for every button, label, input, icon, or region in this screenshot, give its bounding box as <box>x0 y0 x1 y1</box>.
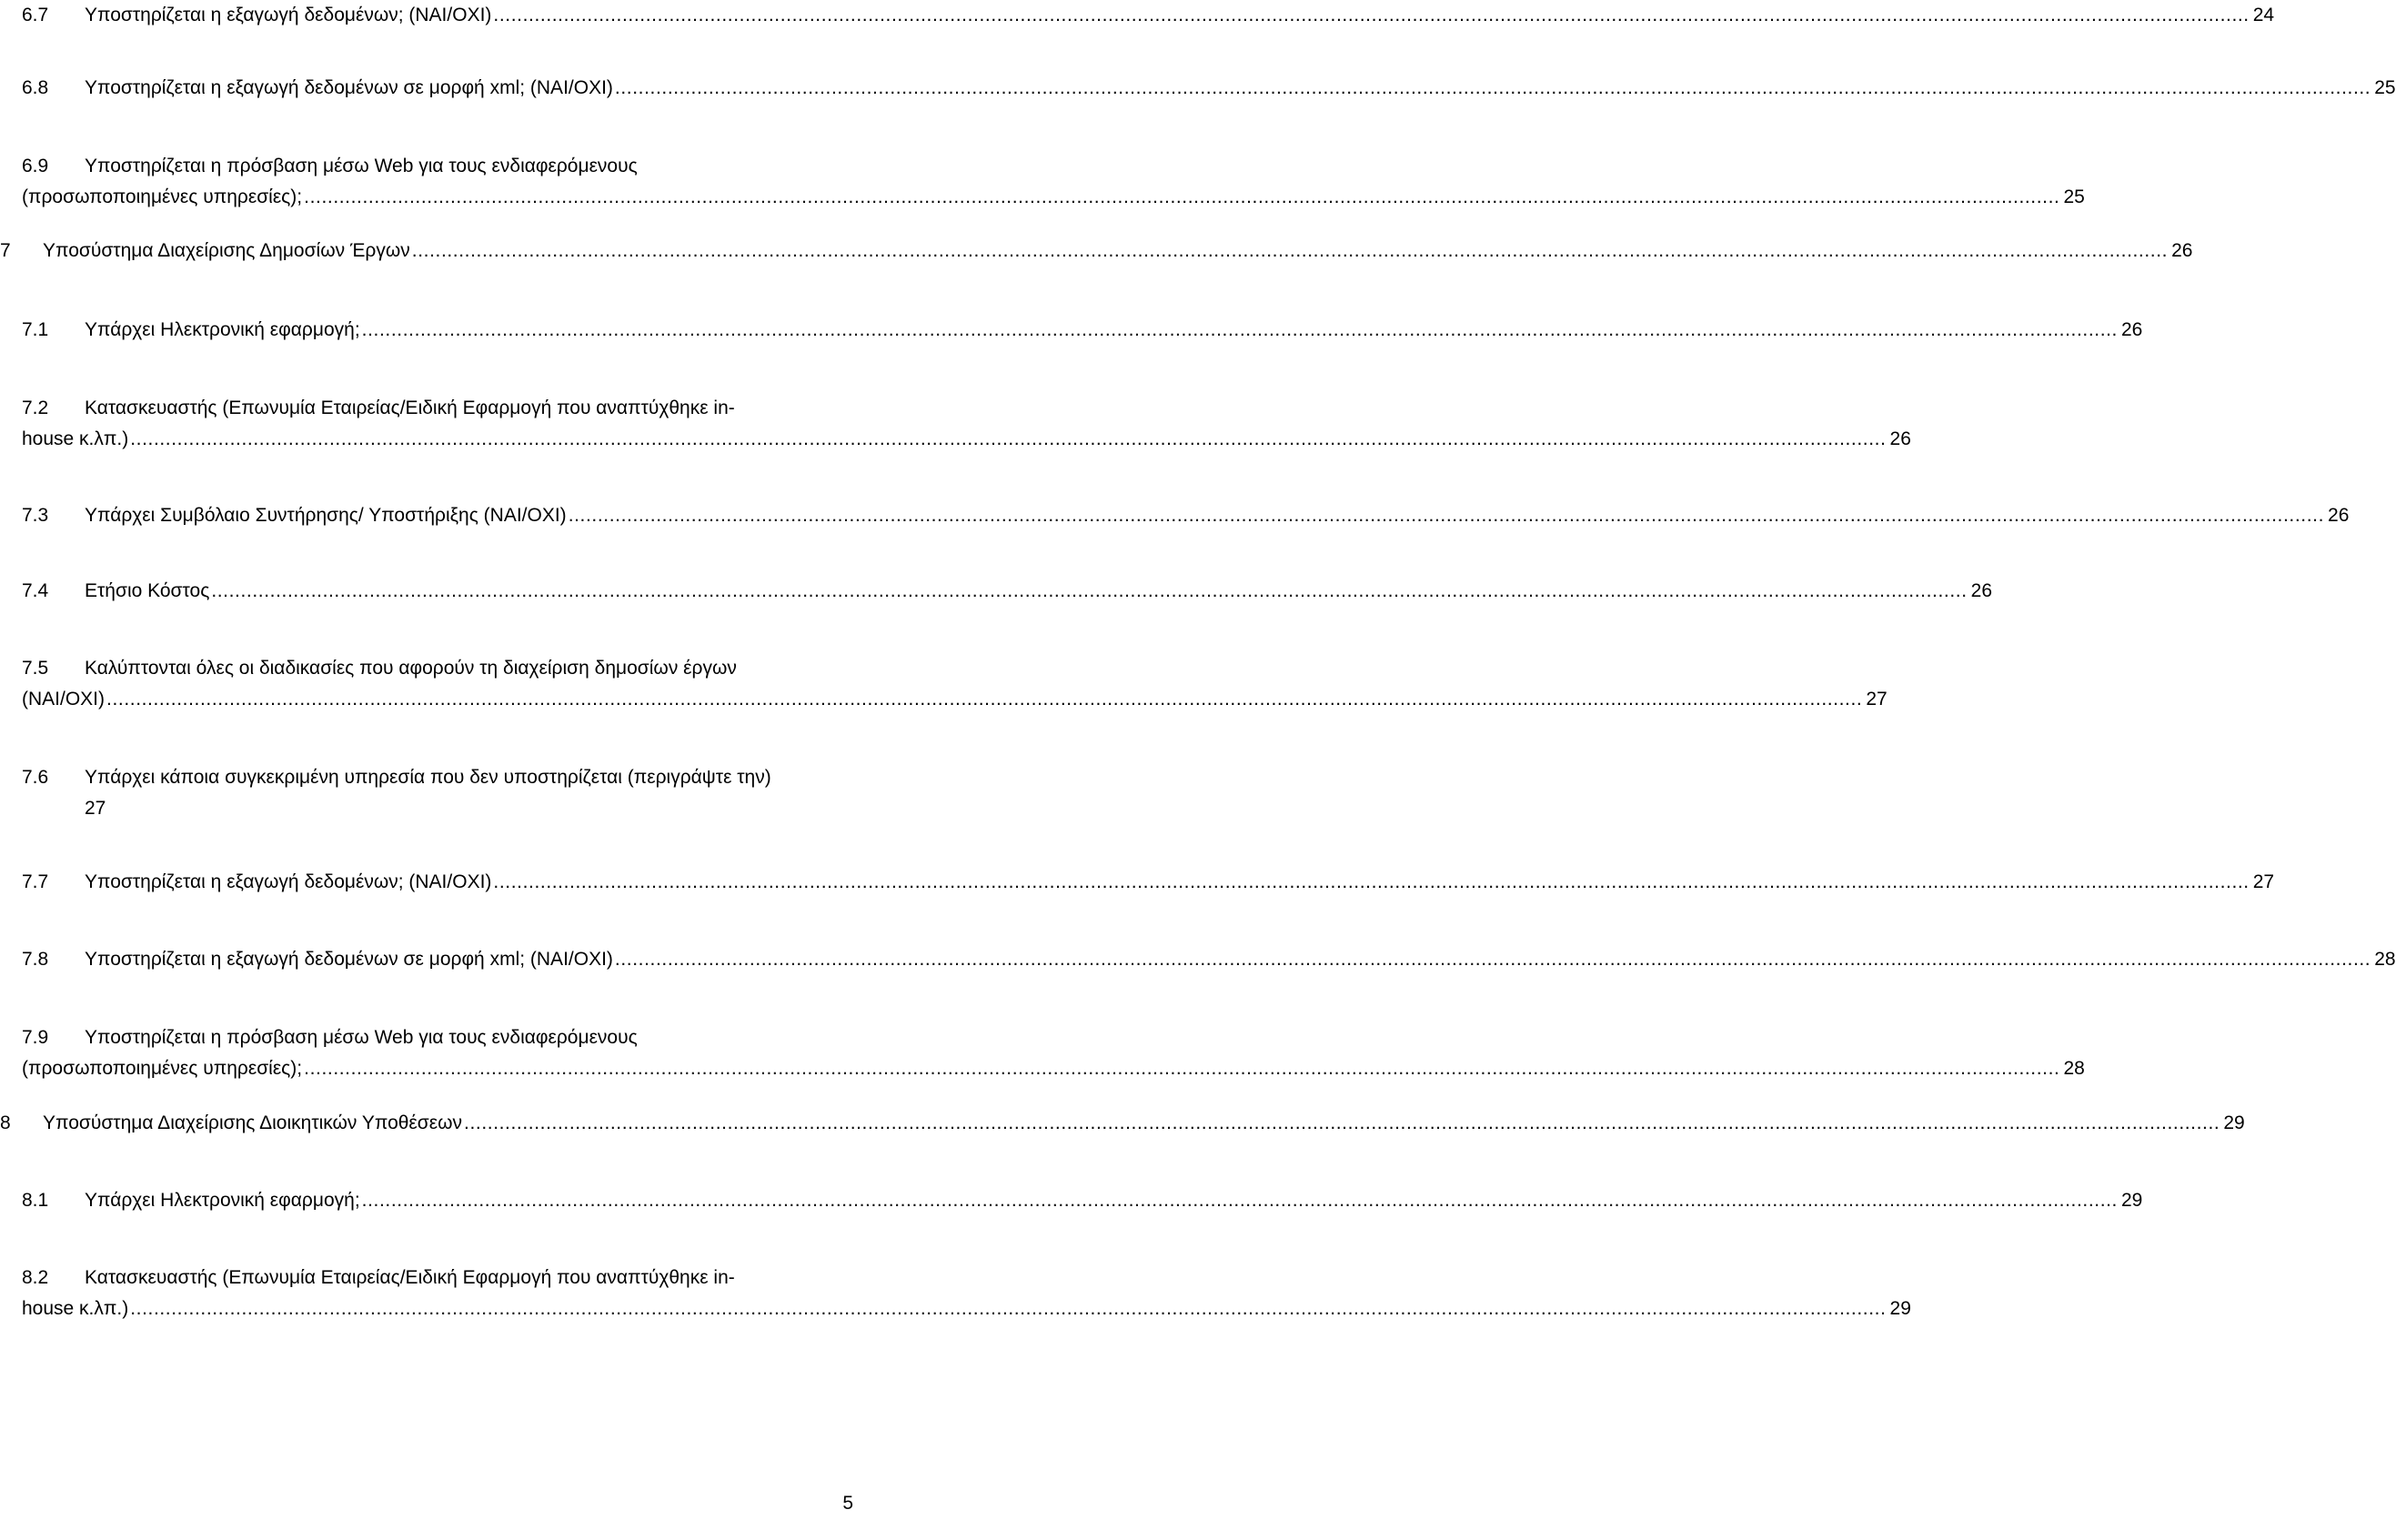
dot-leader: ............................................................................................................................................................................................................................................................................................................ <box>614 77 2371 98</box>
toc-entry-number: 7.8 <box>22 949 49 970</box>
toc-entry-title: house κ.λπ.) <box>22 428 129 449</box>
dot-leader: ............................................................................................................................................................................................................................................................................................................ <box>130 428 1887 449</box>
toc-entry-number: 7.2 <box>22 398 49 418</box>
toc-entry-title: house κ.λπ.) <box>22 1298 129 1319</box>
dot-leader: ............................................................................................................................................................................................................................................................................................................ <box>493 5 2250 25</box>
toc-entry-title: Υποσύστημα Διαχείρισης Δημοσίων Έργων <box>43 240 410 261</box>
toc-entry-title: (προσωποποιημένες υπηρεσίες); <box>22 1058 303 1079</box>
toc-entry-number: 7.1 <box>22 319 49 340</box>
toc-entry-page: 26 <box>2121 319 2143 340</box>
toc-entry-title: Καλύπτονται όλες οι διαδικασίες που αφορούν τη διαχείριση δημοσίων έργων <box>85 658 737 679</box>
dot-leader: ............................................................................................................................................................................................................................................................................................................ <box>614 949 2371 970</box>
dot-leader: ............................................................................................................................................................................................................................................................................................................ <box>211 580 1968 601</box>
toc-entry-number: 7.4 <box>22 580 49 601</box>
toc-entry-page: 29 <box>1889 1298 1911 1319</box>
toc-entry-title: Υποστηρίζεται η πρόσβαση μέσω Web για τους ενδιαφερόμενους <box>85 1027 638 1048</box>
toc-entry-title: Κατασκευαστής (Επωνυμία Εταιρείας/Ειδική Εφαρμογή που αναπτύχθηκε in- <box>85 398 735 418</box>
toc-entry-page: 29 <box>2223 1112 2245 1133</box>
toc-entry-page: 26 <box>1970 580 1993 601</box>
toc-entry-title: Υπάρχει Ηλεκτρονική εφαρμογή; <box>85 1190 360 1211</box>
toc-entry-title: Υποστηρίζεται η πρόσβαση μέσω Web για τους ενδιαφερόμενους <box>85 156 638 176</box>
toc-entry-number: 7.3 <box>22 505 49 526</box>
dot-leader: ............................................................................................................................................................................................................................................................................................................ <box>304 186 2060 207</box>
toc-entry-number: 7.5 <box>22 658 49 679</box>
toc-entry-page: 26 <box>2171 240 2193 261</box>
dot-leader: ............................................................................................................................................................................................................................................................................................................ <box>361 1190 2118 1211</box>
toc-entry-title: Υποστηρίζεται η εξαγωγή δεδομένων; (ΝΑΙ/ΟΧΙ) <box>85 871 492 892</box>
toc-entry-title: Υπάρχει Συμβόλαιο Συντήρησης/ Υποστήριξης (ΝΑΙ/ΟΧΙ) <box>85 505 567 526</box>
dot-leader: ............................................................................................................................................................................................................................................................................................................ <box>304 1058 2060 1079</box>
dot-leader: ............................................................................................................................................................................................................................................................................................................ <box>130 1298 1887 1319</box>
toc-entry-title: Υπάρχει κάποια συγκεκριμένη υπηρεσία που δεν υποστηρίζεται (περιγράψτε την) <box>85 767 771 788</box>
dot-leader: ............................................................................................................................................................................................................................................................................................................ <box>106 689 1863 710</box>
toc-entry-page: 25 <box>2063 186 2085 207</box>
toc-entry-number: 7.9 <box>22 1027 49 1048</box>
toc-entry-page: 27 <box>1866 689 1888 710</box>
dot-leader: ............................................................................................................................................................................................................................................................................................................ <box>411 240 2169 261</box>
toc-entry-title: (προσωποποιημένες υπηρεσίες); <box>22 186 303 207</box>
dot-leader: ............................................................................................................................................................................................................................................................................................................ <box>361 319 2118 340</box>
toc-entry-title: Υποστηρίζεται η εξαγωγή δεδομένων σε μορφή xml; (ΝΑΙ/ΟΧΙ) <box>85 949 613 970</box>
toc-entry-number: 6.9 <box>22 156 49 176</box>
toc-entry-page: 26 <box>2328 505 2350 526</box>
toc-entry-title: 27 <box>85 798 106 819</box>
toc-entry-number: 7.6 <box>22 767 49 788</box>
toc-entry-number: 8 <box>0 1112 11 1133</box>
toc-entry-title: Κατασκευαστής (Επωνυμία Εταιρείας/Ειδική Εφαρμογή που αναπτύχθηκε in- <box>85 1267 735 1288</box>
toc-entry-page: 28 <box>2374 949 2396 970</box>
toc-entry-number: 7.7 <box>22 871 49 892</box>
toc-entry-page: 24 <box>2252 5 2275 25</box>
dot-leader: ............................................................................................................................................................................................................................................................................................................ <box>568 505 2325 526</box>
page-number: 5 <box>842 1493 853 1514</box>
toc-entry-page: 25 <box>2374 77 2396 98</box>
toc-entry-number: 8.2 <box>22 1267 49 1288</box>
toc-entry-page: 27 <box>2252 871 2275 892</box>
toc-entry-page: 28 <box>2063 1058 2085 1079</box>
toc-entry-title: Υποστηρίζεται η εξαγωγή δεδομένων; (ΝΑΙ/ΟΧΙ) <box>85 5 492 25</box>
toc-entry-title: (ΝΑΙ/ΟΧΙ) <box>22 689 106 710</box>
toc-entry-number: 6.7 <box>22 5 49 25</box>
dot-leader: ............................................................................................................................................................................................................................................................................................................ <box>493 871 2250 892</box>
toc-entry-page: 26 <box>1889 428 1911 449</box>
toc-entry-number: 6.8 <box>22 77 49 98</box>
toc-entry-number: 7 <box>0 240 11 261</box>
toc-entry-title: Υποσύστημα Διαχείρισης Διοικητικών Υποθέσεων <box>43 1112 463 1133</box>
toc-entry-page: 29 <box>2121 1190 2143 1211</box>
toc-entry-title: Υποστηρίζεται η εξαγωγή δεδομένων σε μορφή xml; (ΝΑΙ/ΟΧΙ) <box>85 77 613 98</box>
toc-entry-title: Ετήσιο Κόστος <box>85 580 210 601</box>
toc-entry-title: Υπάρχει Ηλεκτρονική εφαρμογή; <box>85 319 360 340</box>
toc-entry-number: 8.1 <box>22 1190 49 1211</box>
dot-leader: ............................................................................................................................................................................................................................................................................................................ <box>464 1112 2220 1133</box>
